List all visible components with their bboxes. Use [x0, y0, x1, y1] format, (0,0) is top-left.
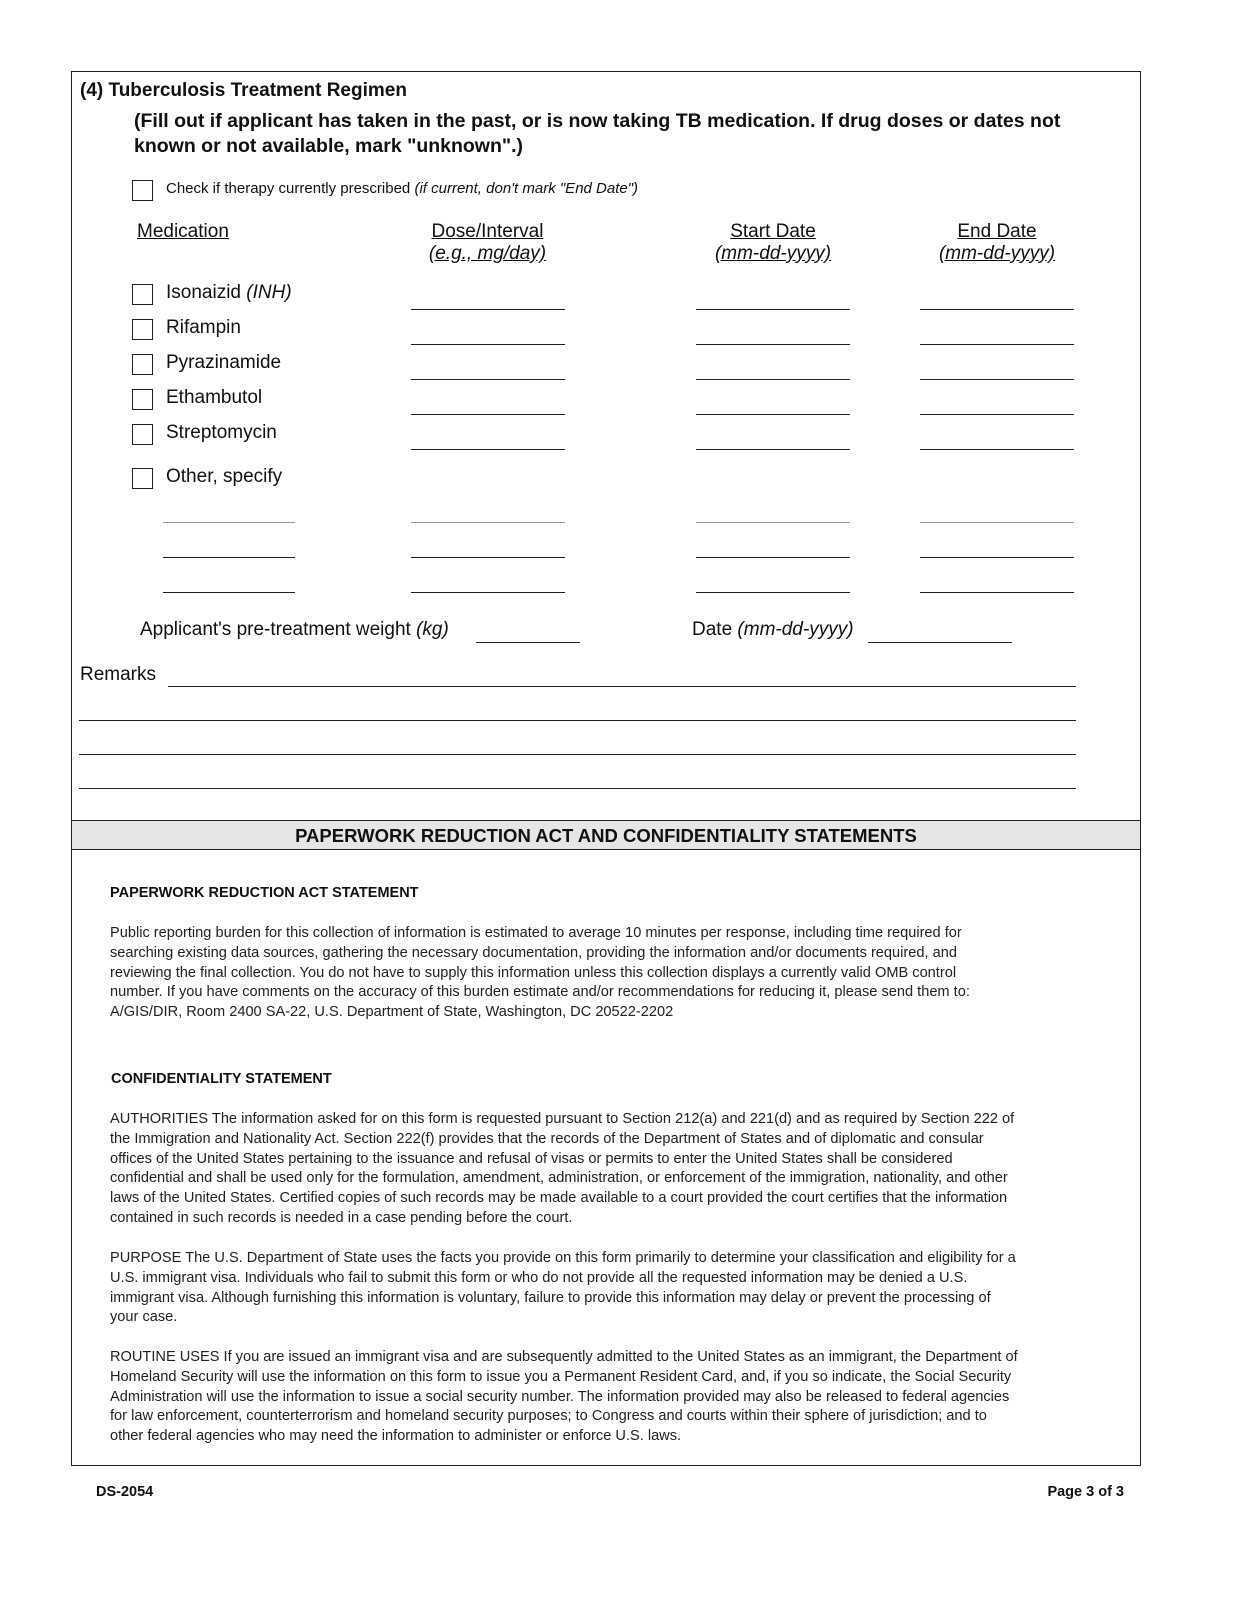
- column-dose: [420, 221, 555, 265]
- weight-date-hint: (mm-dd-yyyy): [737, 619, 854, 640]
- dose-field[interactable]: [411, 414, 565, 415]
- other-start-date-field[interactable]: [696, 592, 850, 593]
- medication-name: Rifampin: [166, 317, 241, 338]
- column-medication: Medication: [137, 221, 229, 242]
- paragraph-line: laws of the United States. Certified copies of such records may be made available to a court provided the court certifies that the information: [110, 1190, 1008, 1207]
- medication-name: Ethambutol: [166, 387, 263, 408]
- other-dose-field[interactable]: [411, 557, 565, 558]
- start-date-field[interactable]: [696, 379, 850, 380]
- dose-field[interactable]: [411, 379, 565, 380]
- medication-label: [166, 282, 292, 304]
- start-date-field[interactable]: [696, 414, 850, 415]
- dose-hint: (e.g., mg/day): [428, 243, 547, 264]
- other-dose-field[interactable]: [411, 592, 565, 593]
- paragraph-line: U.S. immigrant visa. Individuals who fail to submit this form or who do not provide all the requested information may be denied a U.S.: [110, 1269, 968, 1286]
- medication-checkbox[interactable]: [132, 424, 153, 445]
- paragraph-line: searching existing data sources, gathering the necessary documentation, providing the information and/or documents required, and: [110, 944, 957, 961]
- medication-checkbox[interactable]: [132, 354, 153, 375]
- other-medication-field[interactable]: [163, 522, 295, 523]
- dose-field[interactable]: [411, 309, 565, 310]
- medication-label: [166, 352, 281, 374]
- medication-checkbox[interactable]: [132, 319, 153, 340]
- paragraph-line: the Immigration and Nationality Act. Section 222(f) provides that the records of the Department of States and of diplomatic and consular: [110, 1130, 984, 1147]
- medication-checkbox[interactable]: [132, 389, 153, 410]
- paragraph-line: your case.: [110, 1309, 178, 1326]
- paragraph-line: Public reporting burden for this collection of information is estimated to average 10 minutes per response, including time required for: [110, 925, 962, 941]
- start-date-field[interactable]: [696, 449, 850, 450]
- remarks-line-3[interactable]: [79, 754, 1076, 755]
- weight-unit: (kg): [416, 619, 449, 640]
- medication-name: Pyrazinamide: [166, 352, 282, 373]
- medication-checkbox[interactable]: [132, 284, 153, 305]
- other-end-date-field[interactable]: [920, 557, 1074, 558]
- paragraph-line: for law enforcement, counterterrorism and homeland security purposes; to Congress and courts within their sphere of jurisdiction; and to: [110, 1408, 987, 1425]
- page-number: Page 3 of 3: [1047, 1484, 1124, 1500]
- other-end-date-field[interactable]: [920, 522, 1074, 523]
- end-date-field[interactable]: [920, 309, 1074, 310]
- paragraph-line: AUTHORITIES The information asked for on this form is requested pursuant to Section 212(a) and 221(d) and as required by Section 222 of: [110, 1111, 1015, 1127]
- weight-date-field[interactable]: [868, 642, 1012, 643]
- pra-text: [110, 924, 970, 1023]
- weight-date-label: [692, 619, 854, 641]
- authorities-text: [110, 1110, 1014, 1229]
- weight-label: [140, 619, 449, 641]
- end-hint: (mm-dd-yyyy): [938, 243, 1056, 264]
- start-hint: (mm-dd-yyyy): [714, 243, 832, 264]
- paragraph-line: reviewing the final collection. You do not have to supply this information unless this collection displays a currently valid OMB control: [110, 964, 957, 981]
- routine-uses-text: [110, 1348, 1018, 1447]
- other-label: Other, specify: [166, 466, 283, 487]
- paragraph-line: Administration will use the information to issue a social security number. The information provided may also be released to federal agencies: [110, 1388, 1010, 1405]
- medication-label: [166, 387, 262, 409]
- paragraph-line: offices of the United States pertaining to the issuance and refusal of visas or permits to enter the United States shall be considered: [110, 1150, 953, 1167]
- other-medication-field[interactable]: [163, 592, 295, 593]
- dose-field[interactable]: [411, 344, 565, 345]
- paragraph-line: number. If you have comments on the accuracy of this burden estimate and/or recommendations for reducing it, please send them to:: [110, 984, 970, 1001]
- remarks-line-2[interactable]: [79, 720, 1076, 721]
- remarks-line-4[interactable]: [79, 788, 1076, 789]
- column-end-date: [927, 221, 1067, 265]
- medication-note: (INH): [246, 282, 292, 303]
- dose-label: Dose/Interval: [431, 221, 544, 242]
- other-start-date-field[interactable]: [696, 522, 850, 523]
- other-start-date-field[interactable]: [696, 557, 850, 558]
- current-therapy-text: Check if therapy currently prescribed: [166, 180, 411, 197]
- paragraph-line: PURPOSE The U.S. Department of State uses the facts you provide on this form primarily to determine your classification and eligibility for a: [110, 1250, 1016, 1266]
- other-end-date-field[interactable]: [920, 592, 1074, 593]
- end-date-field[interactable]: [920, 379, 1074, 380]
- section-title: (4) Tuberculosis Treatment Regimen: [80, 80, 407, 101]
- weight-text: Applicant's pre-treatment weight: [140, 619, 411, 640]
- statements-band: PAPERWORK REDUCTION ACT AND CONFIDENTIALITY STATEMENTS: [72, 820, 1140, 850]
- start-date-field[interactable]: [696, 344, 850, 345]
- weight-field[interactable]: [476, 642, 580, 643]
- instructions-line-1: (Fill out if applicant has taken in the past, or is now taking TB medication. If drug doses or dates not: [134, 110, 1061, 132]
- paragraph-line: immigrant visa. Although furnishing this information is voluntary, failure to provide this information may delay or prevent the processing of: [110, 1289, 991, 1306]
- paragraph-line: A/GIS/DIR, Room 2400 SA-22, U.S. Department of State, Washington, DC 20522-2202: [110, 1004, 674, 1021]
- paragraph-line: contained in such records is needed in a case pending before the court.: [110, 1209, 573, 1226]
- medication-name: Streptomycin: [166, 422, 277, 443]
- paragraph-line: other federal agencies who may need the information to administer or enforce U.S. laws.: [110, 1428, 682, 1445]
- confidentiality-title: CONFIDENTIALITY STATEMENT: [111, 1071, 332, 1087]
- paragraph-line: Homeland Security will use the information on this form to issue you a Permanent Resident Card, and, if you so indicate, the Social Security: [110, 1368, 1012, 1385]
- current-therapy-checkbox[interactable]: [132, 180, 153, 201]
- pra-title: PAPERWORK REDUCTION ACT STATEMENT: [110, 885, 419, 901]
- weight-date-text: Date: [692, 619, 733, 640]
- remarks-label: Remarks: [80, 664, 157, 685]
- medication-label: [166, 422, 277, 444]
- instructions-line-2: known or not available, mark "unknown".): [134, 135, 524, 157]
- start-label: Start Date: [730, 221, 816, 242]
- medication-label: [166, 317, 241, 339]
- form-id: DS-2054: [96, 1484, 154, 1500]
- paragraph-line: ROUTINE USES If you are issued an immigrant visa and are subsequently admitted to the United States as an immigrant, the Department of: [110, 1349, 1018, 1365]
- other-checkbox[interactable]: [132, 468, 153, 489]
- current-therapy-note: (if current, don't mark "End Date"): [414, 180, 639, 197]
- end-date-field[interactable]: [920, 449, 1074, 450]
- current-therapy-label: [166, 180, 638, 197]
- remarks-line-1[interactable]: [168, 686, 1076, 687]
- purpose-text: [110, 1249, 1016, 1328]
- end-date-field[interactable]: [920, 344, 1074, 345]
- other-medication-field[interactable]: [163, 557, 295, 558]
- column-start-date: [703, 221, 843, 265]
- medication-name: Isonaizid: [166, 282, 241, 303]
- paragraph-line: confidential and shall be used only for the formulation, amendment, administration, or enforcement of the immigration, nationality, and other: [110, 1170, 1008, 1187]
- other-dose-field[interactable]: [411, 522, 565, 523]
- end-date-field[interactable]: [920, 414, 1074, 415]
- dose-field[interactable]: [411, 449, 565, 450]
- end-label: End Date: [957, 221, 1037, 242]
- start-date-field[interactable]: [696, 309, 850, 310]
